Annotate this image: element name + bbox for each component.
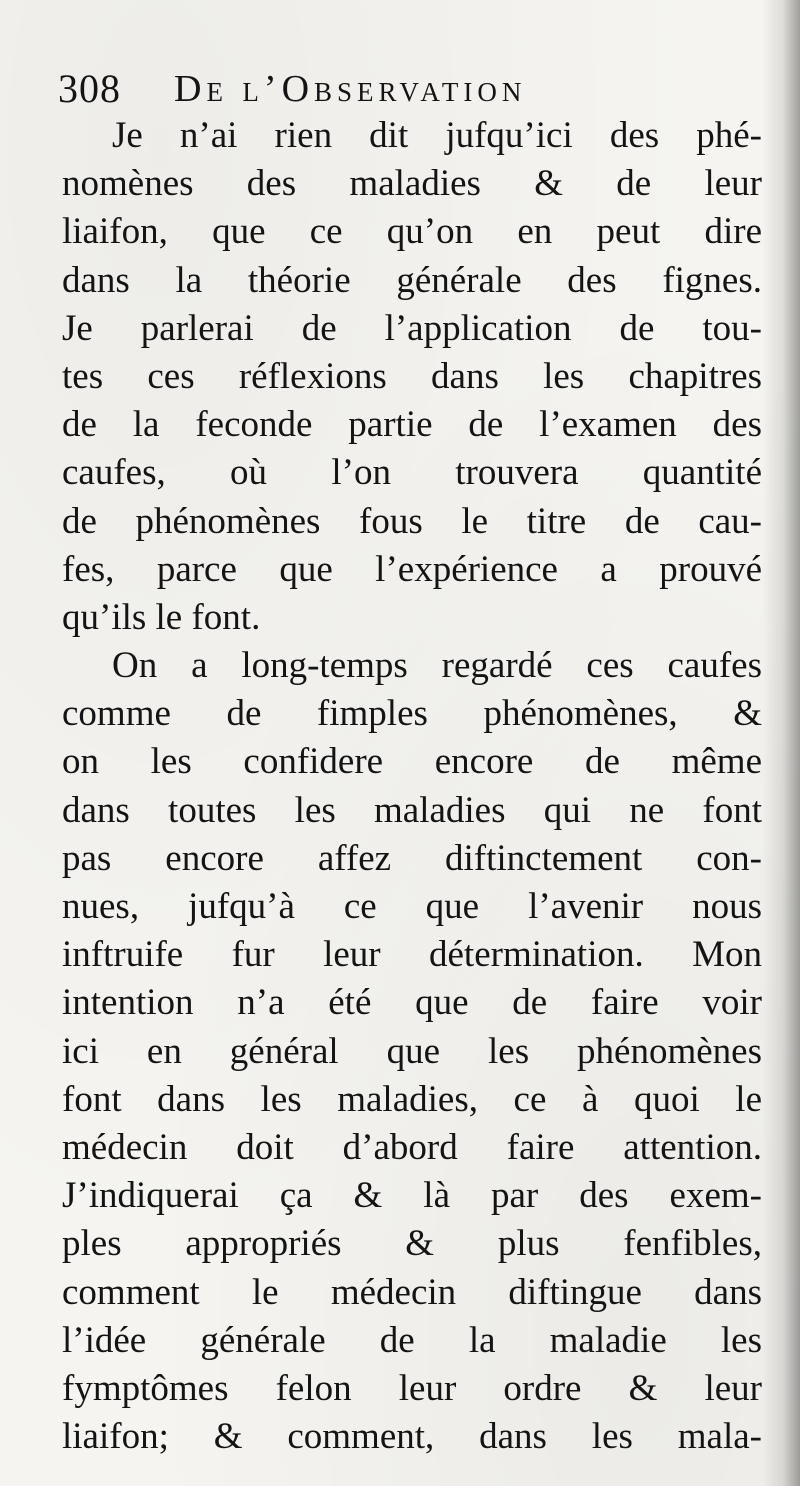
paragraph xyxy=(62,112,762,642)
text-line: liaifon, que ce qu’on en peut dire xyxy=(62,211,762,253)
text-line: qu’ils le font. xyxy=(62,596,261,638)
text-line: liaifon; & comment, dans les mala- xyxy=(62,1416,762,1458)
text-line: fes, parce que l’expérience a prouvé xyxy=(62,548,762,590)
page-number: 308 xyxy=(58,66,121,111)
text-line: nues, jufqu’à ce que l’avenir nous xyxy=(62,886,762,927)
text-line: J’indiquerai ça & là par des exem- xyxy=(62,1175,762,1217)
text-line: ples appropriés & plus fenfibles, xyxy=(62,1223,762,1265)
text-line: intention n’a été que de faire voir xyxy=(62,982,762,1024)
text-line: On a long-temps regardé ces caufes xyxy=(112,645,762,687)
paragraph xyxy=(62,642,762,1461)
text-line: Je parlerai de l’application de tou- xyxy=(62,307,762,349)
page-gutter-shadow xyxy=(762,0,800,1486)
text-line: ici en général que les phénomènes xyxy=(62,1030,762,1072)
text-line: comment le médecin diftingue dans xyxy=(62,1271,762,1313)
text-line: tes ces réflexions dans les chapitres xyxy=(62,355,762,397)
text-line: dans la théorie générale des fignes. xyxy=(62,259,762,301)
text-line: on les confidere encore de même xyxy=(62,741,762,783)
body-text xyxy=(62,112,762,1461)
page-header xyxy=(58,64,758,114)
text-line: caufes, où l’on trouvera quantité xyxy=(62,452,762,494)
text-line: dans toutes les maladies qui ne font xyxy=(62,789,762,831)
text-line: de la feconde partie de l’examen des xyxy=(62,404,762,446)
text-line: pas encore affez diftinctement con- xyxy=(62,837,762,879)
text-line: font dans les maladies, ce à quoi le xyxy=(62,1078,762,1120)
text-line: fymptômes felon leur ordre & leur xyxy=(62,1367,762,1409)
text-line: nomènes des maladies & de leur xyxy=(62,163,762,205)
text-line: Je n’ai rien dit jufqu’ici des phé- xyxy=(112,115,762,156)
text-line: inftruife fur leur détermination. Mon xyxy=(62,934,762,976)
text-line: médecin doit d’abord faire attention. xyxy=(62,1126,762,1168)
text-line: l’idée générale de la maladie les xyxy=(62,1319,762,1361)
text-line: de phénomènes fous le titre de cau- xyxy=(62,500,762,542)
running-head: De l’Observation xyxy=(174,68,527,110)
text-line: comme de fimples phénomènes, & xyxy=(62,693,762,735)
